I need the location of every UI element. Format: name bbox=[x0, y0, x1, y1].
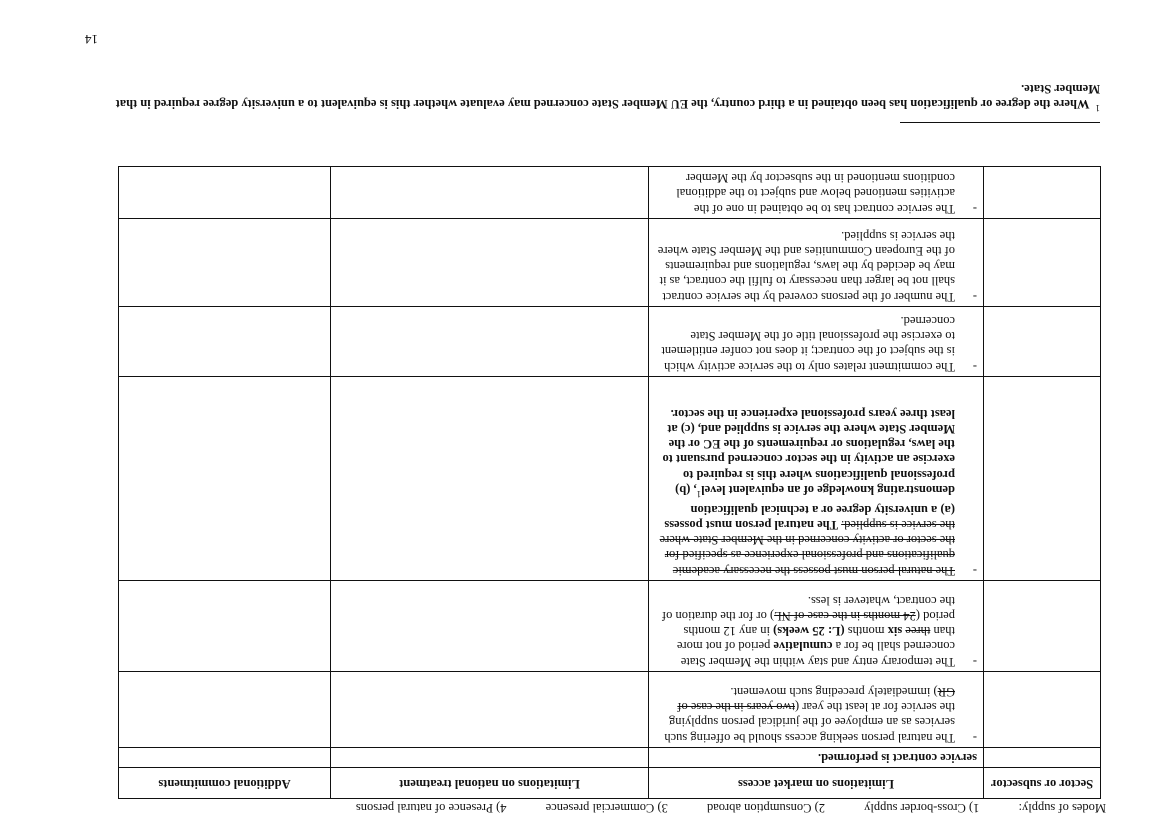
text-segment: 24 months in the case of NL bbox=[774, 608, 916, 623]
table-row bbox=[119, 376, 1101, 580]
market-access-cell: - The commitment relates only to the service activity which is the subject of the contract; it does not confer entitlement to exercise the professional title of the Member State concerned. bbox=[649, 306, 984, 376]
text-segment: three bbox=[905, 624, 931, 639]
commitment-text bbox=[655, 227, 955, 303]
table-row bbox=[119, 218, 1101, 306]
header-additional-commitments: Additional commitments bbox=[119, 768, 331, 799]
text-segment: The temporary entry and stay within the Member State concerned shall be for a bbox=[680, 639, 955, 669]
table-row bbox=[119, 306, 1101, 376]
table-row bbox=[119, 671, 1101, 747]
text-segment: cumulative bbox=[773, 639, 833, 654]
text-segment: in any 12 months period ( bbox=[683, 608, 955, 639]
table-row bbox=[119, 580, 1101, 671]
commitment-text bbox=[655, 405, 955, 577]
text-segment: ) or for the duration of the contract, whatever is less. bbox=[662, 593, 955, 623]
text-segment bbox=[902, 624, 905, 638]
table-row bbox=[119, 166, 1101, 218]
header-sector: Sector or subsector bbox=[984, 768, 1101, 799]
text-segment: two years in the case of GR bbox=[677, 684, 955, 715]
text-segment: The service contract has to be obtained in one of the activities mentioned below and subject to the additional conditions mentioned in the subsector by the Member bbox=[676, 171, 955, 216]
text-segment: , (b) professional qualifications where this is required to exercise an activity in the sector concerned pursuant to the laws, regulations or requirements of the EC or the Member State where the service is supplied and, (c) at least three years professional experience in the sector. bbox=[662, 406, 955, 498]
market-access-cell: - The temporary entry and stay within the Member State concerned shall be for a cumulative period of not more than three six months (L: 25 weeks) in any 12 months period (24 months in the case of NL) or for the duration of the contract, whatever is less. bbox=[649, 580, 984, 671]
footnote-marker: 1 bbox=[1095, 103, 1100, 113]
commitment-text bbox=[655, 684, 955, 745]
page-number: 14 bbox=[85, 32, 98, 47]
footnote bbox=[70, 81, 1100, 115]
lead-row bbox=[119, 747, 1101, 767]
modes-of-supply bbox=[66, 800, 1106, 815]
lead-text: service contract is performed. bbox=[649, 747, 984, 767]
text-segment bbox=[838, 518, 841, 532]
mode-1: 1) Cross-border supply bbox=[864, 801, 980, 815]
footnote-divider bbox=[900, 122, 1100, 123]
modes-label: Modes of supply: bbox=[1018, 801, 1106, 815]
market-access-cell: - The service contract has to be obtained in one of the activities mentioned below and subject to the additional conditions mentioned in the subsector by the Member bbox=[649, 166, 984, 218]
text-segment: The natural person must possess (a) a university degree or a technical qualification demonstrating knowledge of an equivalent level bbox=[664, 483, 955, 532]
market-access-cell: - The natural person seeking access should be offering such services as an employee of the juridical person supplying the service for at least the year (two years in the case of GR) immediately preceding such movement. bbox=[649, 671, 984, 747]
header-market-access: Limitations on market access bbox=[649, 768, 984, 799]
text-segment: months bbox=[844, 624, 888, 639]
table-header-row bbox=[119, 768, 1101, 799]
commitment-text bbox=[655, 170, 955, 216]
text-segment: 1 bbox=[696, 489, 702, 500]
mode-3: 3) Commercial presence bbox=[545, 801, 668, 815]
text-segment: period of not more than bbox=[676, 624, 955, 654]
text-segment: The natural person must possess the necessary academic qualifications and professional experience as specified for the sector or activity concerned in the Member State where the service is supplied. bbox=[659, 517, 955, 578]
text-segment: ) immediately preceding such movement. bbox=[730, 684, 938, 699]
text-segment: The commitment relates only to the service activity which is the subject of the contract; it does not confer entitlement to exercise the professional title of the Member State concerned. bbox=[661, 313, 955, 374]
commitments-table bbox=[118, 166, 1101, 799]
mode-4: 4) Presence of natural persons bbox=[355, 801, 507, 815]
market-access-cell: - The natural person must possess the necessary academic qualifications and professional experience as specified for the sector or activity concerned in the Member State where the service is supplied. The natural person must possess (a) a university degree or a technical qualification demonstrating knowledge of an equivalent level$^1$, (b) professional qualifications where this is required to exercise an activity in the sector concerned pursuant to the laws, regulations or requirements of the EC or the Member State where the service is supplied and, (c) at least three years professional experience in the sector. bbox=[649, 376, 984, 580]
market-access-cell: - The number of the persons covered by the service contract shall not be larger than necessary to fulfil the contract, as it may be decided by the laws, regulations and requirements of the European Communities and the Member State where the service is supplied. bbox=[649, 218, 984, 306]
commitment-text bbox=[655, 313, 955, 374]
footnote-text: Where the degree or qualification has been obtained in a third country, the EU Member State concerned may evaluate whether this is equivalent to a university degree required in that Member State. bbox=[115, 81, 1100, 111]
mode-2: 2) Consumption abroad bbox=[706, 801, 825, 815]
header-national-treatment: Limitations on national treatment bbox=[331, 768, 649, 799]
commitment-text bbox=[655, 592, 955, 668]
text-segment: (L: 25 weeks) bbox=[773, 624, 845, 639]
text-segment: six bbox=[887, 624, 903, 639]
text-segment: The number of the persons covered by the service contract shall not be larger than necessary to fulfil the contract, as it may be decided by the laws, regulations and requirements of the European Communities and the Member State where the service is supplied. bbox=[657, 228, 955, 304]
text-segment: The natural person seeking access should be offering such services as an employee of the juridical person supplying the service for at least the year ( bbox=[664, 700, 955, 745]
